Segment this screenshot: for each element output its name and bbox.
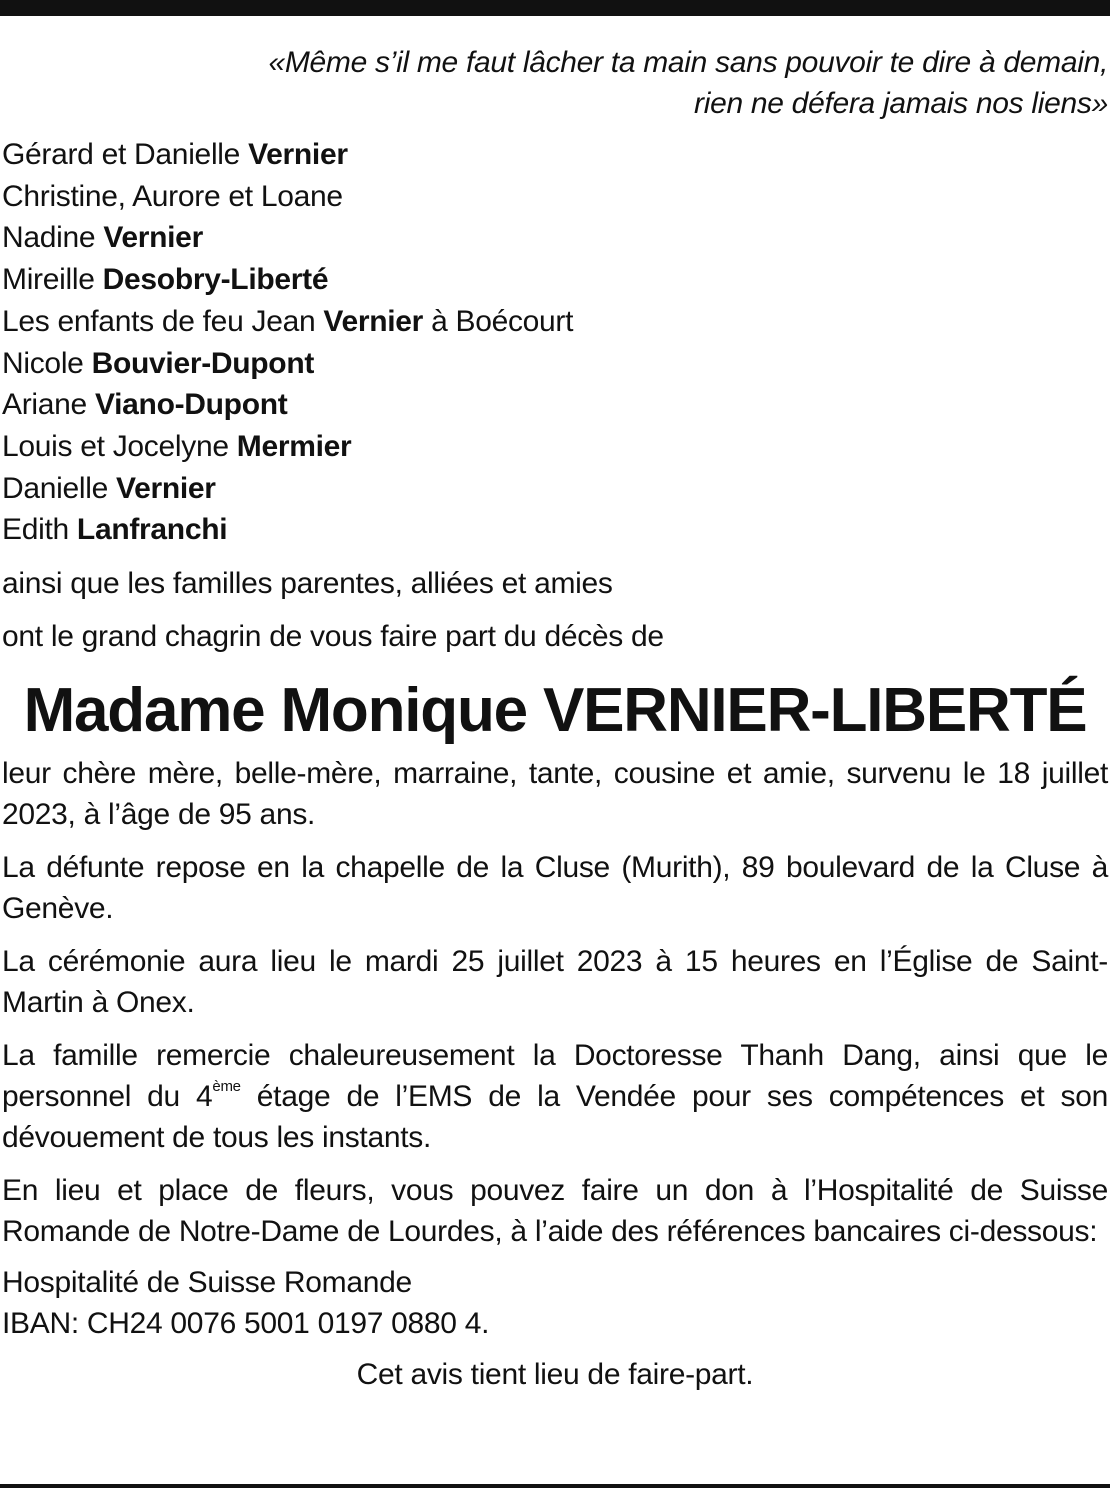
death-details-paragraph: leur chère mère, belle-mère, marraine, tante, cousine et amie, survenu le 18 juillet 2023, à l’âge de 95 ans.	[2, 757, 1108, 832]
family-list	[2, 134, 1108, 551]
deceased-name-heading: Madame Monique VERNIER-LIBERTÉ	[23, 676, 1087, 746]
family-member: Danielle Vernier	[2, 471, 216, 505]
family-surname: Lanfranchi	[76, 513, 228, 547]
quote-line-1: «Même s’il me faut lâcher ta main sans pouvoir te dire à demain,	[268, 46, 1108, 79]
family-member: Mireille Desobry-Liberté	[2, 263, 329, 297]
announcement-line: ont le grand chagrin de vous faire part du décès de	[2, 620, 664, 654]
bottom-border-rule	[0, 1484, 1110, 1488]
family-member: Nicole Bouvier-Dupont	[2, 346, 315, 380]
obituary-notice	[2, 42, 1108, 1395]
family-member: Ariane Viano-Dupont	[2, 388, 288, 422]
relatives-line: ainsi que les familles parentes, alliées et amies	[2, 567, 613, 601]
ceremony-paragraph: La cérémonie aura lieu le mardi 25 juillet 2023 à 15 heures en l’Église de Saint-Martin à Onex.	[2, 945, 1108, 1020]
family-member: Louis et Jocelyne Mermier	[2, 429, 352, 463]
family-surname: Vernier	[248, 138, 348, 171]
family-surname: Bouvier-Dupont	[91, 346, 315, 380]
bank-details	[2, 1262, 1108, 1344]
family-surname: Viano-Dupont	[94, 388, 288, 422]
family-surname: Desobry-Liberté	[102, 263, 329, 297]
family-member: Christine, Aurore et Loane	[2, 179, 343, 213]
family-surname: Vernier	[103, 221, 203, 255]
family-surname: Mermier	[236, 429, 352, 463]
family-surname: Vernier	[116, 471, 216, 505]
donation-paragraph: En lieu et place de fleurs, vous pouvez faire un don à l’Hospitalité de Suisse Romande de Notre-Dame de Lourdes, à l’aide des références bancaires ci-dessous:	[2, 1174, 1108, 1249]
family-member: Gérard et Danielle Vernier	[2, 138, 348, 171]
family-surname: Vernier	[323, 304, 424, 338]
quote-line-2: rien ne défera jamais nos liens»	[694, 87, 1108, 120]
closing-note: Cet avis tient lieu de faire-part.	[356, 1358, 754, 1392]
ordinal-superscript: ème	[212, 1078, 241, 1096]
bank-iban: IBAN: CH24 0076 5001 0197 0880 4.	[2, 1307, 490, 1341]
epigraph-quote	[2, 42, 1108, 124]
family-member: Les enfants de feu Jean Vernier à Boécourt	[2, 304, 574, 338]
bank-account-name: Hospitalité de Suisse Romande	[2, 1266, 412, 1300]
thanks-paragraph: La famille remercie chaleureusement la Doctoresse Thanh Dang, ainsi que le personnel du 4ème étage de l’EMS de la Vendée pour ses compétences et son dévouement de tous les instants.	[2, 1039, 1108, 1155]
repose-paragraph: La défunte repose en la chapelle de la Cluse (Murith), 89 boulevard de la Cluse à Genève.	[2, 851, 1108, 926]
top-border-rule	[0, 0, 1110, 16]
family-member: Edith Lanfranchi	[2, 513, 228, 547]
family-member: Nadine Vernier	[2, 221, 203, 255]
